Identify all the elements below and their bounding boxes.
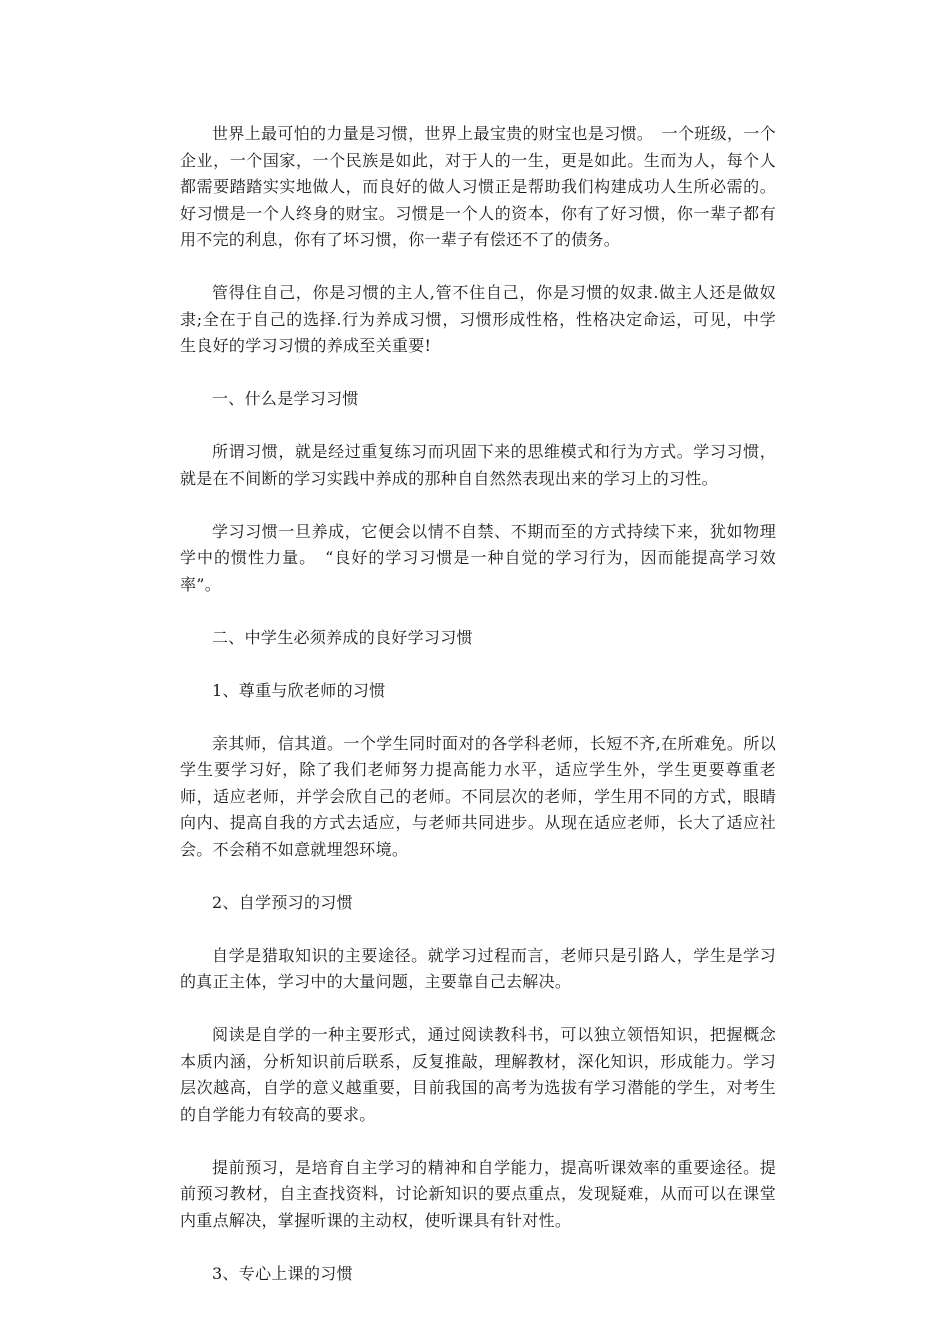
paragraph-intro-habit-power: 世界上最可怕的力量是习惯，世界上最宝贵的财宝也是习惯。 一个班级，一个企业，一个国家，一个民族是如此，对于人的一生，更是如此。生而为人，每个人都需要踏踏实实地做人，而良好的做人习惯正是帮助我们构建成功人生所必需的。好习惯是一个人终身的财宝。习惯是一个人的资本，你有了好习惯，你一辈子都有用不完的利息，你有了坏习惯，你一辈子有偿还不了的债务。 (180, 124, 776, 249)
paragraph-habit-definition: 所谓习惯，就是经过重复练习而巩固下来的思维模式和行为方式。学习习惯，就是在不间断的学习实践中养成的那种自自然然表现出来的学习上的习性。 (180, 442, 776, 488)
subheading-self-study-preview: 2、自学预习的习惯 (212, 892, 353, 912)
document-body (180, 121, 776, 1314)
paragraph-self-control: 管得住自己，你是习惯的主人,管不住自己，你是习惯的奴隶.做主人还是做奴隶;全在于自己的选择.行为养成习惯，习惯形成性格，性格决定命运，可见，中学生良好的学习习惯的养成至关重要! (180, 283, 776, 355)
paragraph-habit-inertia: 学习习惯一旦养成，它便会以情不自禁、不期而至的方式持续下来，犹如物理学中的惯性力量。 “良好的学习习惯是一种自觉的学习行为，因而能提高学习效率”。 (180, 521, 776, 594)
section-heading-good-habits: 二、中学生必须养成的良好学习习惯 (212, 627, 473, 647)
paragraph-preview: 提前预习，是培育自主学习的精神和自学能力，提高听课效率的重要途径。提前预习教材，自主查找资料，讨论新知识的要点重点，发现疑难，从而可以在课堂内重点解决，掌握听课的主动权，使听课具有针对性。 (180, 1157, 776, 1230)
paragraph-reading: 阅读是自学的一种主要形式，通过阅读教科书，可以独立领悟知识，把握概念本质内涵，分析知识前后联系，反复推敲，理解教材，深化知识，形成能力。学习层次越高，自学的意义越重要，目前我国的高考为选拔有学习潜能的学生，对考生的自学能力有较高的要求。 (180, 1025, 776, 1124)
subheading-respect-teachers: 1、尊重与欣老师的习惯 (212, 680, 386, 700)
paragraph-respect-teachers: 亲其师，信其道。一个学生同时面对的各学科老师，长短不齐,在所难免。所以学生要学习好，除了我们老师努力提高能力水平，适应学生外，学生更要尊重老师，适应老师，并学会欣自己的老师。不同层次的老师，学生用不同的方式，眼睛向内、提高自我的方式去适应，与老师共同进步。从现在适应老师，长大了适应社会。不会稍不如意就埋怨环境。 (180, 733, 776, 859)
section-heading-what-is-study-habit: 一、什么是学习习惯 (212, 389, 359, 408)
subheading-focus-in-class: 3、专心上课的习惯 (212, 1263, 353, 1283)
paragraph-self-study: 自学是猎取知识的主要途径。就学习过程而言，老师只是引路人，学生是学习的真正主体，学习中的大量问题，主要靠自己去解决。 (180, 945, 776, 991)
